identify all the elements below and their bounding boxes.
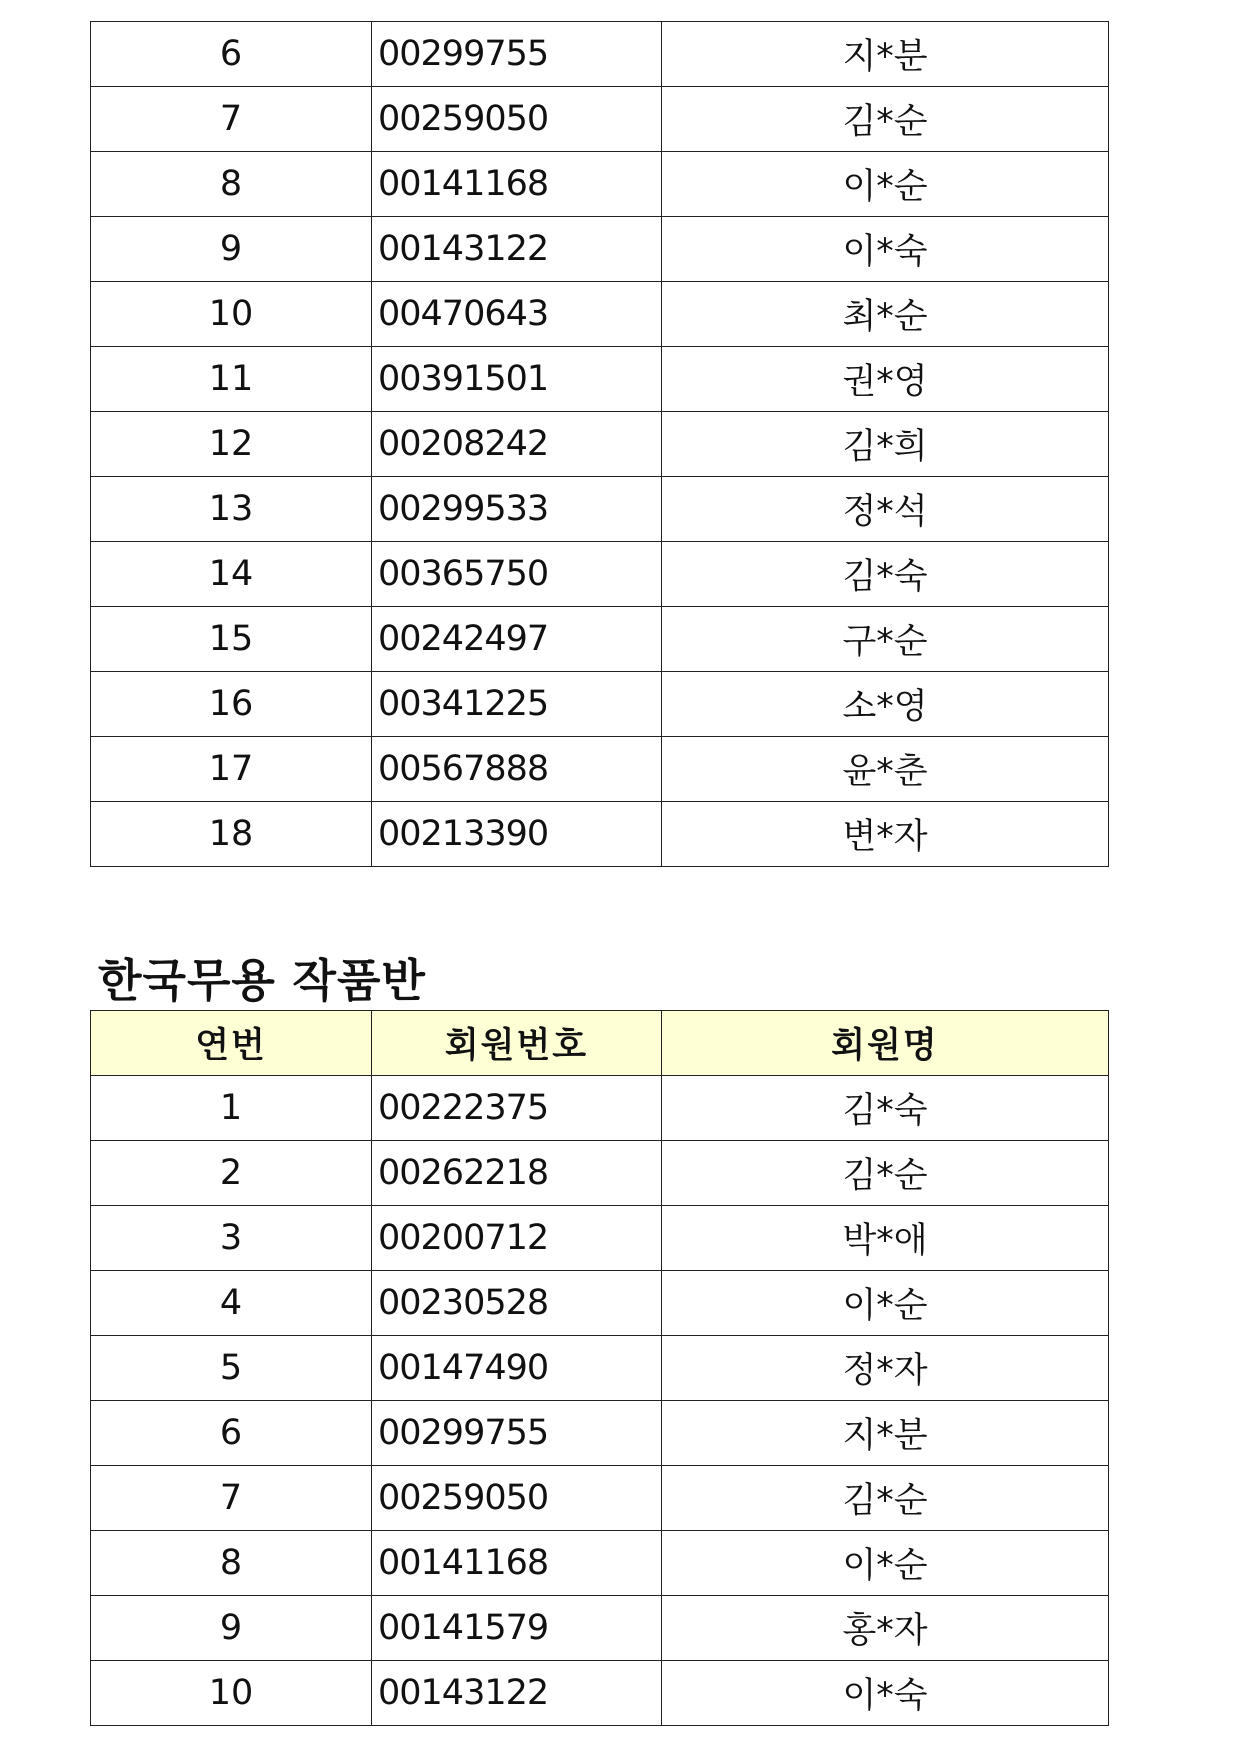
table-row: [91, 282, 1109, 347]
table-row: [91, 1076, 1109, 1141]
table-row: [91, 217, 1109, 282]
row-number: 10: [91, 1661, 372, 1726]
row-number: 7: [91, 87, 372, 152]
row-number: 4: [91, 1271, 372, 1336]
table-row: [91, 1336, 1109, 1401]
row-number: 9: [91, 1596, 372, 1661]
header-member-id: 회원번호: [372, 1011, 662, 1076]
member-name: 김*희: [662, 412, 1109, 477]
member-id: 00208242: [372, 412, 662, 477]
section-title: 한국무용 작품반: [98, 954, 426, 1007]
table-row: [91, 1141, 1109, 1206]
member-name: 권*영: [662, 347, 1109, 412]
row-number: 11: [91, 347, 372, 412]
table-row: [91, 737, 1109, 802]
row-number: 5: [91, 1336, 372, 1401]
header-no: 연번: [91, 1011, 372, 1076]
member-table-korean-dance: [90, 1010, 1109, 1726]
table-row: [91, 802, 1109, 867]
row-number: 1: [91, 1076, 372, 1141]
row-number: 6: [91, 1401, 372, 1466]
row-number: 14: [91, 542, 372, 607]
member-name: 이*숙: [662, 217, 1109, 282]
table-row: [91, 1661, 1109, 1726]
member-id: 00141579: [372, 1596, 662, 1661]
member-id: 00147490: [372, 1336, 662, 1401]
row-number: 6: [91, 22, 372, 87]
member-name: 이*숙: [662, 1661, 1109, 1726]
member-name: 김*숙: [662, 1076, 1109, 1141]
table-row: [91, 1466, 1109, 1531]
member-id: 00299755: [372, 22, 662, 87]
member-id: 00222375: [372, 1076, 662, 1141]
member-name: 소*영: [662, 672, 1109, 737]
table-row: [91, 477, 1109, 542]
member-id: 00341225: [372, 672, 662, 737]
member-name: 이*순: [662, 1271, 1109, 1336]
member-id: 00242497: [372, 607, 662, 672]
table-row: [91, 1271, 1109, 1336]
member-id: 00391501: [372, 347, 662, 412]
member-name: 변*자: [662, 802, 1109, 867]
table-row: [91, 87, 1109, 152]
member-name: 김*순: [662, 1141, 1109, 1206]
table-header-row: [91, 1011, 1109, 1076]
member-name: 박*애: [662, 1206, 1109, 1271]
row-number: 8: [91, 1531, 372, 1596]
row-number: 16: [91, 672, 372, 737]
member-id: 00299755: [372, 1401, 662, 1466]
member-table-continued: [90, 21, 1109, 867]
row-number: 8: [91, 152, 372, 217]
row-number: 7: [91, 1466, 372, 1531]
row-number: 10: [91, 282, 372, 347]
member-name: 이*순: [662, 1531, 1109, 1596]
table-row: [91, 1206, 1109, 1271]
member-id: 00259050: [372, 1466, 662, 1531]
member-name: 김*순: [662, 87, 1109, 152]
row-number: 9: [91, 217, 372, 282]
header-member-name: 회원명: [662, 1011, 1109, 1076]
member-name: 구*순: [662, 607, 1109, 672]
member-id: 00213390: [372, 802, 662, 867]
table-row: [91, 1596, 1109, 1661]
row-number: 17: [91, 737, 372, 802]
member-name: 홍*자: [662, 1596, 1109, 1661]
row-number: 13: [91, 477, 372, 542]
member-name: 김*숙: [662, 542, 1109, 607]
row-number: 2: [91, 1141, 372, 1206]
table-row: [91, 542, 1109, 607]
table-row: [91, 672, 1109, 737]
member-id: 00230528: [372, 1271, 662, 1336]
member-id: 00141168: [372, 1531, 662, 1596]
table-row: [91, 1531, 1109, 1596]
member-name: 김*순: [662, 1466, 1109, 1531]
table-row: [91, 152, 1109, 217]
member-name: 지*분: [662, 22, 1109, 87]
table-row: [91, 347, 1109, 412]
member-id: 00262218: [372, 1141, 662, 1206]
row-number: 12: [91, 412, 372, 477]
member-id: 00470643: [372, 282, 662, 347]
member-name: 이*순: [662, 152, 1109, 217]
member-name: 윤*춘: [662, 737, 1109, 802]
row-number: 18: [91, 802, 372, 867]
member-id: 00143122: [372, 1661, 662, 1726]
member-id: 00200712: [372, 1206, 662, 1271]
member-id: 00259050: [372, 87, 662, 152]
member-name: 정*석: [662, 477, 1109, 542]
member-name: 지*분: [662, 1401, 1109, 1466]
member-id: 00141168: [372, 152, 662, 217]
member-id: 00299533: [372, 477, 662, 542]
table-row: [91, 22, 1109, 87]
member-id: 00567888: [372, 737, 662, 802]
member-id: 00143122: [372, 217, 662, 282]
table-row: [91, 412, 1109, 477]
row-number: 15: [91, 607, 372, 672]
member-id: 00365750: [372, 542, 662, 607]
row-number: 3: [91, 1206, 372, 1271]
member-name: 최*순: [662, 282, 1109, 347]
table-row: [91, 1401, 1109, 1466]
member-name: 정*자: [662, 1336, 1109, 1401]
table-row: [91, 607, 1109, 672]
